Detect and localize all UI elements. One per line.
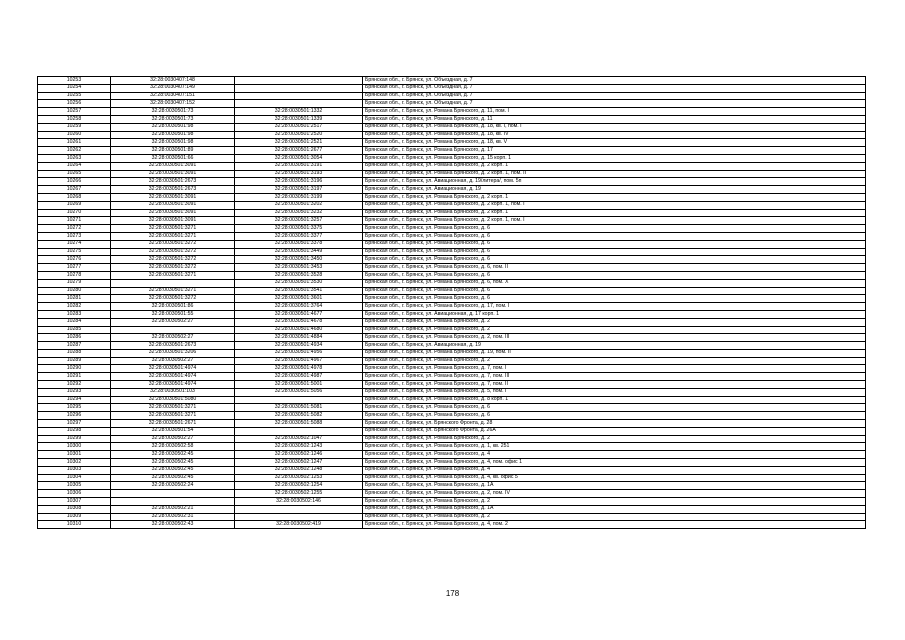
row-number-cell: 10255 [38,92,111,100]
row-number-cell: 10303 [38,466,111,474]
land-cadastral-number-cell: 32:28:0030502:58 [111,443,235,451]
row-number-cell: 10273 [38,232,111,240]
land-cadastral-number-cell: 32:28:0030501:2673 [111,342,235,350]
object-cadastral-number-cell: 32:28:0030501:3197 [235,186,363,194]
table-row [38,420,866,428]
row-number-cell: 10295 [38,404,111,412]
row-number-cell: 10270 [38,209,111,217]
object-cadastral-number-cell: 32:28:0030501:1339 [235,115,363,123]
address-cell: Брянская обл., г. Брянск, ул. Романа Брянского, д. 1А [363,482,866,490]
table-row [38,232,866,240]
land-cadastral-number-cell: 32:28:0030501:2673 [111,178,235,186]
table-row [38,349,866,357]
row-number-cell: 10286 [38,334,111,342]
object-cadastral-number-cell [235,427,363,435]
land-cadastral-number-cell: 32:28:0030501:5080 [111,396,235,404]
row-number-cell: 10266 [38,178,111,186]
table-row [38,186,866,194]
land-cadastral-number-cell: 32:28:0030502:31 [111,513,235,521]
table-row [38,310,866,318]
address-cell: Брянская обл., г. Брянск, ул. Романа Брянского, д. 2 корп. 1, пом. I [363,201,866,209]
row-number-cell: 10275 [38,248,111,256]
object-cadastral-number-cell: 32:28:0030502:1254 [235,482,363,490]
land-cadastral-number-cell: 32:28:0030407:152 [111,100,235,108]
land-cadastral-number-cell: 32:28:0030501:89 [111,147,235,155]
object-cadastral-number-cell: 32:28:0030501:3199 [235,193,363,201]
row-number-cell: 10274 [38,240,111,248]
land-cadastral-number-cell: 32:28:0030501:4974 [111,365,235,373]
land-cadastral-number-cell: 32:28:0030502:27 [111,357,235,365]
table-row [38,108,866,116]
row-number-cell: 10298 [38,427,111,435]
object-cadastral-number-cell: 32:28:0030501:3377 [235,232,363,240]
row-number-cell: 10278 [38,271,111,279]
address-cell: Брянская обл., г. Брянск, ул. Романа Брянского, д. 1А [363,505,866,513]
row-number-cell: 10271 [38,217,111,225]
object-cadastral-number-cell: 32:28:0030501:5082 [235,412,363,420]
object-cadastral-number-cell: 32:28:0030501:3453 [235,264,363,272]
row-number-cell: 10288 [38,349,111,357]
table-row [38,84,866,92]
table-row [38,404,866,412]
land-cadastral-number-cell: 32:28:0030501:3272 [111,295,235,303]
land-cadastral-number-cell: 32:28:0030501:54 [111,427,235,435]
address-cell: Брянская обл., г. Брянск, ул. Объездная, д. 7 [363,84,866,92]
row-number-cell: 10280 [38,287,111,295]
row-number-cell: 10296 [38,412,111,420]
table-row [38,147,866,155]
address-cell: Брянская обл., г. Брянск, ул. Романа Брянского, д. 6, пом. X [363,279,866,287]
land-cadastral-number-cell: 32:28:0030501:73 [111,108,235,116]
row-number-cell: 10260 [38,131,111,139]
row-number-cell: 10256 [38,100,111,108]
land-cadastral-number-cell: 32:28:0030502:21 [111,505,235,513]
row-number-cell: 10307 [38,498,111,506]
row-number-cell: 10262 [38,147,111,155]
object-cadastral-number-cell: 32:28:0030501:4967 [235,357,363,365]
table-row [38,303,866,311]
land-cadastral-number-cell: 32:28:0030502:27 [111,334,235,342]
table-row [38,427,866,435]
object-cadastral-number-cell: 32:28:0030501:3530 [235,279,363,287]
land-cadastral-number-cell: 32:28:0030501:55 [111,310,235,318]
object-cadastral-number-cell: 32:28:0030501:3450 [235,256,363,264]
address-cell: Брянская обл., г. Брянск, ул. Романа Брянского, д. 2, пом. IV [363,490,866,498]
object-cadastral-number-cell: 32:28:0030501:3764 [235,303,363,311]
land-cadastral-number-cell: 32:28:0030501:4974 [111,373,235,381]
object-cadastral-number-cell: 32:28:0030501:3191 [235,162,363,170]
row-number-cell: 10310 [38,521,111,529]
row-number-cell: 10276 [38,256,111,264]
address-cell: Брянская обл., г. Брянск, ул. Романа Брянского, д. 2 [363,498,866,506]
row-number-cell: 10283 [38,310,111,318]
address-cell: Брянская обл., г. Брянск, ул. Романа Брянского, д. 2, пом. III [363,334,866,342]
address-cell: Брянская обл., г. Брянск, ул. Романа Брянского, д. 4, пом. офис 1 [363,459,866,467]
land-cadastral-number-cell: 32:28:0030501:2671 [111,420,235,428]
land-cadastral-number-cell [111,279,235,287]
object-cadastral-number-cell [235,513,363,521]
address-cell: Брянская обл., г. Брянск, ул. Романа Брянского, д. 18, кв. V [363,139,866,147]
table-row [38,100,866,108]
address-cell: Брянская обл., г. Брянск, ул. Романа Брянского, д. 1, кв. 251 [363,443,866,451]
address-cell: Брянская обл., г. Брянск, ул. Романа Брянского, д. 18, кв. I, пом. I [363,123,866,131]
page-number: 178 [445,589,460,598]
object-cadastral-number-cell: 32:28:0030502:419 [235,521,363,529]
land-cadastral-number-cell: 32:28:0030501:3272 [111,240,235,248]
object-cadastral-number-cell: 32:28:0030501:4978 [235,365,363,373]
address-cell: Брянская обл., г. Брянск, ул. Романа Брянского, д. 6 [363,271,866,279]
land-cadastral-number-cell: 32:28:0030502:45 [111,466,235,474]
land-cadastral-number-cell: 32:28:0030502:24 [111,482,235,490]
table-row [38,264,866,272]
land-cadastral-number-cell: 32:28:0030501:98 [111,139,235,147]
land-cadastral-number-cell: 32:28:0030501:3091 [111,170,235,178]
table-row [38,123,866,131]
address-cell: Брянская обл., г. Брянск, ул. Романа Брянского, д. 4, пом. 2 [363,521,866,529]
object-cadastral-number-cell: 32:28:0030501:3054 [235,154,363,162]
object-cadastral-number-cell: 32:28:0030501:3528 [235,271,363,279]
land-cadastral-number-cell: 32:28:0030501:3091 [111,193,235,201]
table-row [38,498,866,506]
row-number-cell: 10302 [38,459,111,467]
address-cell: Брянская обл., г. Брянск, ул. Романа Брянского, д. 6 [363,248,866,256]
address-cell: Брянская обл., г. Брянск, ул. Авиационная, д. 19/литера/, пом. 5п [363,178,866,186]
land-cadastral-number-cell: 32:28:0030501:2673 [111,186,235,194]
address-cell: Брянская обл., г. Брянск, ул. Романа Брянского, д. 6 [363,225,866,233]
land-cadastral-number-cell: 32:28:0030502:27 [111,435,235,443]
table-row [38,513,866,521]
address-cell: Брянская обл., г. Брянск, ул. Романа Брянского, д. 17, пом. I [363,303,866,311]
land-cadastral-number-cell: 32:28:0030501:86 [111,303,235,311]
object-cadastral-number-cell: 32:28:0030502:1047 [235,435,363,443]
address-cell: Брянская обл., г. Брянск, ул. Романа Брянского, д. 6 [363,256,866,264]
table-row [38,193,866,201]
address-cell: Брянская обл., г. Брянск, ул. Романа Брянского, д. 19, пом. II [363,349,866,357]
table-row [38,443,866,451]
address-cell: Брянская обл., г. Брянск, ул. Объездная, д. 7 [363,92,866,100]
table-row [38,326,866,334]
row-number-cell: 10272 [38,225,111,233]
address-cell: Брянская обл., г. Брянск, ул. Романа Брянского, д. 2 [363,513,866,521]
row-number-cell: 10258 [38,115,111,123]
address-cell: Брянская обл., г. Брянск, ул. Романа Брянского, д. 2 [363,357,866,365]
land-cadastral-number-cell: 32:28:0030502:43 [111,521,235,529]
row-number-cell: 10293 [38,388,111,396]
object-cadastral-number-cell: 32:28:0030501:5088 [235,420,363,428]
table-row [38,474,866,482]
row-number-cell: 10259 [38,123,111,131]
row-number-cell: 10269 [38,201,111,209]
address-cell: Брянская обл., г. Брянск, ул. Романа Брянского, д. 15 корп. 1 [363,154,866,162]
object-cadastral-number-cell: 32:28:0030501:2677 [235,147,363,155]
object-cadastral-number-cell: 32:28:0030501:3601 [235,295,363,303]
row-number-cell: 10285 [38,326,111,334]
address-cell: Брянская обл., г. Брянск, ул. Романа Брянского, д. 7, пом. III [363,373,866,381]
row-number-cell: 10261 [38,139,111,147]
registry-table-body [38,77,866,529]
row-number-cell: 10289 [38,357,111,365]
land-cadastral-number-cell: 32:28:0030407:151 [111,92,235,100]
object-cadastral-number-cell: 32:28:0030501:3449 [235,248,363,256]
address-cell: Брянская обл., г. Брянск, ул. Романа Брянского, д. 6 [363,232,866,240]
row-number-cell: 10299 [38,435,111,443]
row-number-cell: 10257 [38,108,111,116]
object-cadastral-number-cell [235,84,363,92]
table-row [38,388,866,396]
address-cell: Брянская обл., г. Брянск, ул. Романа Брянского, д. 2 [363,326,866,334]
land-cadastral-number-cell: 32:28:0030501:66 [111,154,235,162]
row-number-cell: 10277 [38,264,111,272]
table-row [38,342,866,350]
object-cadastral-number-cell: 32:28:0030502:1247 [235,459,363,467]
address-cell: Брянская обл., г. Брянск, ул. Романа Брянского, д. 2 корп. 1, пом. I [363,217,866,225]
table-row [38,170,866,178]
object-cadastral-number-cell: 32:28:0030501:3541 [235,287,363,295]
address-cell: Брянская обл., г. Брянск, ул. Романа Брянского, д. 2 корп. 1 [363,162,866,170]
land-cadastral-number-cell: 32:28:0030501:103 [111,388,235,396]
table-row [38,365,866,373]
object-cadastral-number-cell: 32:28:0030501:3232 [235,209,363,217]
object-cadastral-number-cell: 32:28:0030501:3193 [235,170,363,178]
address-cell: Брянская обл., г. Брянск, ул. Романа Брянского, д. 4 [363,451,866,459]
row-number-cell: 10301 [38,451,111,459]
address-cell: Брянская обл., г. Брянск, ул. Романа Брянского, д. 2 [363,435,866,443]
object-cadastral-number-cell: 32:28:0030502:1253 [235,474,363,482]
object-cadastral-number-cell: 32:28:0030501:5001 [235,381,363,389]
object-cadastral-number-cell: 32:28:0030501:5081 [235,404,363,412]
table-row [38,396,866,404]
table-row [38,209,866,217]
object-cadastral-number-cell [235,77,363,85]
object-cadastral-number-cell: 32:28:0030501:2517 [235,123,363,131]
row-number-cell: 10290 [38,365,111,373]
address-cell: Брянская обл., г. Брянск, ул. Романа Брянского, д. 8 корп. 1 [363,396,866,404]
land-cadastral-number-cell: 32:28:0030501:3206 [111,349,235,357]
row-number-cell: 10281 [38,295,111,303]
registry-table [37,76,866,529]
object-cadastral-number-cell: 32:28:0030501:4884 [235,334,363,342]
row-number-cell: 10308 [38,505,111,513]
address-cell: Брянская обл., г. Брянск, ул. Романа Брянского, д. 6 [363,295,866,303]
land-cadastral-number-cell: 32:28:0030501:3272 [111,256,235,264]
object-cadastral-number-cell: 32:28:0030501:3375 [235,225,363,233]
table-row [38,131,866,139]
address-cell: Брянская обл., г. Брянск, ул. Брянского Фронта, д. 28 [363,420,866,428]
address-cell: Брянская обл., г. Брянск, ул. Романа Брянского, д. 2 корп. 1 [363,209,866,217]
land-cadastral-number-cell: 32:28:0030501:3091 [111,217,235,225]
table-row [38,178,866,186]
table-row [38,92,866,100]
object-cadastral-number-cell: 32:28:0030502:146 [235,498,363,506]
address-cell: Брянская обл., г. Брянск, ул. Романа Брянского, д. 7, пом. I [363,365,866,373]
table-row [38,373,866,381]
address-cell: Брянская обл., г. Брянск, ул. Романа Брянского, д. 6 [363,404,866,412]
table-row [38,505,866,513]
object-cadastral-number-cell: 32:28:0030502:1255 [235,490,363,498]
object-cadastral-number-cell: 32:28:0030501:5056 [235,388,363,396]
land-cadastral-number-cell: 32:28:0030501:3271 [111,225,235,233]
table-row [38,318,866,326]
table-row [38,217,866,225]
row-number-cell: 10284 [38,318,111,326]
row-number-cell: 10254 [38,84,111,92]
address-cell: Брянская обл., г. Брянск, ул. Брянского Фронта, д. 26А [363,427,866,435]
object-cadastral-number-cell: 32:28:0030501:4677 [235,310,363,318]
land-cadastral-number-cell: 32:28:0030501:3271 [111,287,235,295]
land-cadastral-number-cell: 32:28:0030501:98 [111,131,235,139]
row-number-cell: 10279 [38,279,111,287]
row-number-cell: 10305 [38,482,111,490]
object-cadastral-number-cell: 32:28:0030501:3257 [235,217,363,225]
table-row [38,225,866,233]
row-number-cell: 10265 [38,170,111,178]
object-cadastral-number-cell: 32:28:0030502:1243 [235,443,363,451]
object-cadastral-number-cell: 32:28:0030501:4956 [235,349,363,357]
object-cadastral-number-cell: 32:28:0030502:1246 [235,451,363,459]
land-cadastral-number-cell: 32:28:0030501:3271 [111,404,235,412]
table-row [38,154,866,162]
land-cadastral-number-cell: 32:28:0030501:3091 [111,201,235,209]
table-row [38,357,866,365]
land-cadastral-number-cell: 32:28:0030501:3271 [111,232,235,240]
object-cadastral-number-cell: 32:28:0030502:1248 [235,466,363,474]
table-row [38,412,866,420]
address-cell: Брянская обл., г. Брянск, ул. Романа Брянского, д. 6 [363,287,866,295]
table-row [38,521,866,529]
land-cadastral-number-cell: 32:28:0030501:3091 [111,162,235,170]
row-number-cell: 10282 [38,303,111,311]
object-cadastral-number-cell: 32:28:0030501:4987 [235,373,363,381]
table-row [38,248,866,256]
land-cadastral-number-cell: 32:28:0030501:3272 [111,248,235,256]
row-number-cell: 10264 [38,162,111,170]
address-cell: Брянская обл., г. Брянск, ул. Романа Брянского, д. 11, пом. I [363,108,866,116]
object-cadastral-number-cell: 32:28:0030501:3378 [235,240,363,248]
object-cadastral-number-cell [235,396,363,404]
object-cadastral-number-cell: 32:28:0030501:3202 [235,201,363,209]
object-cadastral-number-cell: 32:28:0030501:4678 [235,318,363,326]
row-number-cell: 10253 [38,77,111,85]
row-number-cell: 10297 [38,420,111,428]
land-cadastral-number-cell: 32:28:0030502:45 [111,451,235,459]
land-cadastral-number-cell: 32:28:0030501:3091 [111,209,235,217]
row-number-cell: 10287 [38,342,111,350]
row-number-cell: 10291 [38,373,111,381]
land-cadastral-number-cell [111,498,235,506]
land-cadastral-number-cell: 32:28:0030501:4974 [111,381,235,389]
address-cell: Брянская обл., г. Брянск, ул. Романа Брянского, д. 7, пом. II [363,381,866,389]
address-cell: Брянская обл., г. Брянск, ул. Авиационная, д. 19 [363,186,866,194]
land-cadastral-number-cell: 32:28:0030501:73 [111,115,235,123]
land-cadastral-number-cell: 32:28:0030502:27 [111,318,235,326]
row-number-cell: 10309 [38,513,111,521]
object-cadastral-number-cell [235,100,363,108]
table-row [38,77,866,85]
object-cadastral-number-cell: 32:28:0030501:4680 [235,326,363,334]
row-number-cell: 10294 [38,396,111,404]
land-cadastral-number-cell [111,490,235,498]
table-row [38,435,866,443]
object-cadastral-number-cell: 32:28:0030501:3196 [235,178,363,186]
table-row [38,115,866,123]
address-cell: Брянская обл., г. Брянск, ул. Романа Брянского, д. 17 [363,147,866,155]
table-row [38,201,866,209]
table-row [38,334,866,342]
table-row [38,482,866,490]
table-row [38,490,866,498]
table-row [38,240,866,248]
row-number-cell: 10268 [38,193,111,201]
address-cell: Брянская обл., г. Брянск, ул. Романа Брянского, д. 4, кв. офис 5 [363,474,866,482]
row-number-cell: 10306 [38,490,111,498]
table-row [38,466,866,474]
row-number-cell: 10304 [38,474,111,482]
land-cadastral-number-cell: 32:28:0030501:3271 [111,271,235,279]
address-cell: Брянская обл., г. Брянск, ул. Авиационная, д. 17 корп. 1 [363,310,866,318]
land-cadastral-number-cell: 32:28:0030502:45 [111,459,235,467]
object-cadastral-number-cell: 32:28:0030501:1332 [235,108,363,116]
row-number-cell: 10300 [38,443,111,451]
object-cadastral-number-cell: 32:28:0030501:4934 [235,342,363,350]
row-number-cell: 10292 [38,381,111,389]
address-cell: Брянская обл., г. Брянск, ул. Романа Брянского, д. 6, пом. II [363,264,866,272]
table-row [38,139,866,147]
table-row [38,162,866,170]
object-cadastral-number-cell [235,505,363,513]
table-row [38,256,866,264]
address-cell: Брянская обл., г. Брянск, ул. Романа Брянского, д. 4 [363,466,866,474]
land-cadastral-number-cell: 32:28:0030407:148 [111,77,235,85]
table-row [38,459,866,467]
land-cadastral-number-cell: 32:28:0030501:3272 [111,264,235,272]
table-row [38,451,866,459]
land-cadastral-number-cell: 32:28:0030501:98 [111,123,235,131]
land-cadastral-number-cell [111,326,235,334]
address-cell: Брянская обл., г. Брянск, ул. Романа Брянского, д. 6 [363,240,866,248]
address-cell: Брянская обл., г. Брянск, ул. Романа Брянского, д. 6 [363,412,866,420]
table-row [38,295,866,303]
table-row [38,279,866,287]
row-number-cell: 10267 [38,186,111,194]
land-cadastral-number-cell: 32:28:0030407:149 [111,84,235,92]
table-row [38,381,866,389]
object-cadastral-number-cell: 32:28:0030501:2520 [235,131,363,139]
land-cadastral-number-cell: 32:28:0030501:3271 [111,412,235,420]
row-number-cell: 10263 [38,154,111,162]
address-cell: Брянская обл., г. Брянск, ул. Авиационная, д. 19 [363,342,866,350]
table-row [38,271,866,279]
land-cadastral-number-cell: 32:28:0030502:45 [111,474,235,482]
address-cell: Брянская обл., г. Брянск, ул. Романа Брянского, д. 18, кв. IV [363,131,866,139]
address-cell: Брянская обл., г. Брянск, ул. Объездная, д. 7 [363,100,866,108]
address-cell: Брянская обл., г. Брянск, ул. Романа Брянского, д. 5, пом. I [363,388,866,396]
address-cell: Брянская обл., г. Брянск, ул. Романа Брянского, д. 2 [363,318,866,326]
address-cell: Брянская обл., г. Брянск, ул. Объездная, д. 7 [363,77,866,85]
object-cadastral-number-cell: 32:28:0030501:2521 [235,139,363,147]
table-row [38,287,866,295]
object-cadastral-number-cell [235,92,363,100]
address-cell: Брянская обл., г. Брянск, ул. Романа Брянского, д. 2 корп. 1, пом. II [363,170,866,178]
address-cell: Брянская обл., г. Брянск, ул. Романа Брянского, д. 2 корп. 1 [363,193,866,201]
address-cell: Брянская обл., г. Брянск, ул. Романа Брянского, д. 11 [363,115,866,123]
